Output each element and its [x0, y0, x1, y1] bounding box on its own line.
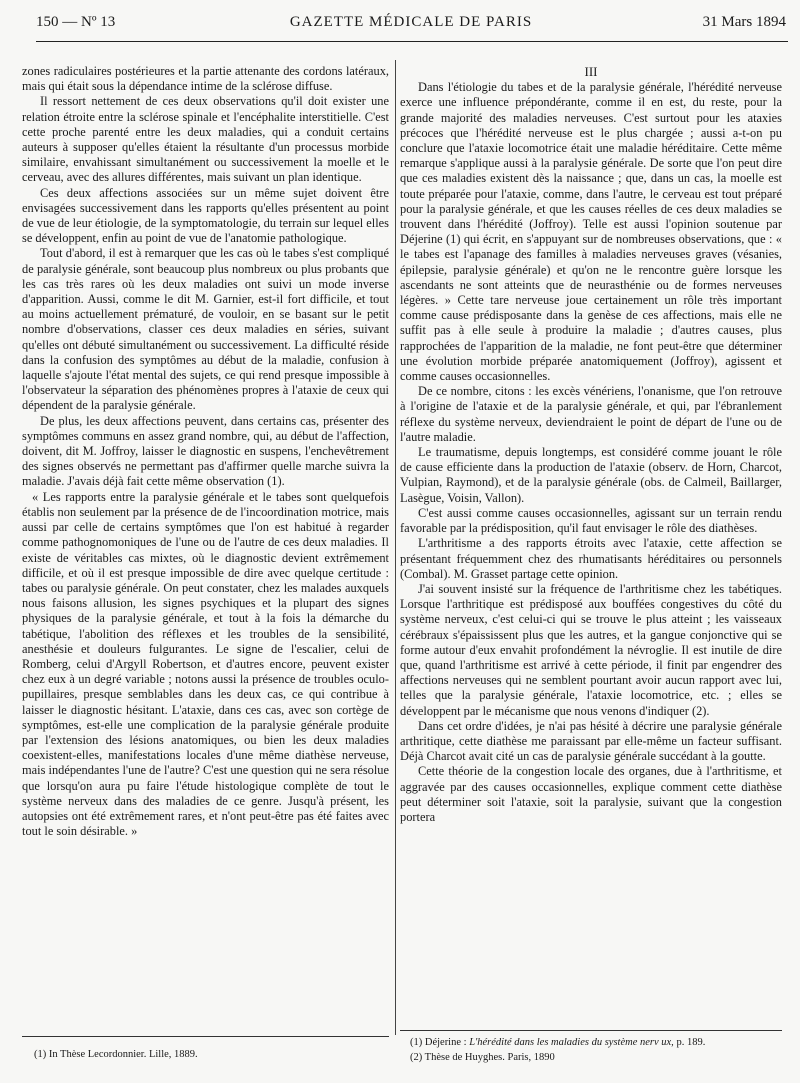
footnote-reference: L'hérédité dans les maladies du système nerv ux,	[469, 1037, 674, 1048]
page-header	[36, 14, 786, 36]
paragraph: Ces deux affections associées sur un même sujet doivent être envisagées successivement dans les rapports qu'elles présentent au point de vue de leur étiologie, de la symptomatologie, du terrain sur lequel elles se développent, enfin au point de vue de l'anatomie pathologique.	[22, 185, 389, 246]
footnote-left: (1) In Thèse Lecordonnier. Lille, 1889.	[34, 1049, 198, 1060]
header-rule	[36, 41, 788, 42]
paragraph: C'est aussi comme causes occasionnelles, agissant sur un terrain rendu favorable par la prédisposition, qu'il faut envisager le rôle des diathèses.	[400, 505, 782, 536]
left-column	[22, 64, 389, 839]
footnote-right-1	[410, 1035, 790, 1050]
paragraph: Dans l'étiologie du tabes et de la paralysie générale, l'hérédité nerveuse exerce une influence prépondérante, comme il en est, du reste, pour la grande majorité des maladies nerveuses. C'est surtout pour les ataxies précoces que l'hérédité nerveuse est le plus chargée ; aussi a-t-on pu conclure que l'ataxie locomotrice était une maladie héréditaire. Cette même remarque s'applique aussi à la paralysie générale. De sorte que l'on peut dire que ces maladies existent dès la naissance ; que, dans un cas, la moelle est toute préparée pour l'ataxie, comme, dans l'autre, le cerveau est tout préparé pour la paralysie générale, et que les causes réelles de ces deux maladies se trouvent dans l'hérédité (Joffroy). Telle est aussi l'opinion soutenue par Déjerine (1) qui écrit, en s'appuyant sur de nombreuses observations, que : « le tabes est l'apanage des familles à maladies nerveuses graves (vésanies, épilepsie, paralysie générale) et qu'on ne le rencontre guère lorsque les ascendants ne sont atteints que de neurasthénie ou de formes nerveuses légères. » Cette tare nerveuse joue certainement un rôle très important comme cause prédisposante dans la genèse de ces affections, mais elle ne suffit pas à elle seule à produire la maladie ; d'autres causes, plus rapprochées de l'apparition de la maladie, ne font peut-être que déterminer une évolution morbide préparée anatomiquement (Joffroy), agissent et comme causes occasionnelles.	[400, 80, 782, 384]
column-divider	[395, 60, 396, 1035]
footnote-suffix: p. 189.	[673, 1037, 706, 1048]
footnote-rule	[22, 1036, 389, 1037]
paragraph: zones radiculaires postérieures et la partie attenante des cordons latéraux, mais qui était sous la dépendance intime de la sclérose diffuse.	[22, 64, 389, 94]
issue-date: 31 Mars 1894	[702, 14, 786, 30]
paragraph: Cette théorie de la congestion locale des organes, due à l'arthritisme, et aggravée par des causes occasionnelles, explique comment cette diathèse peut déterminer soit l'ataxie, soit la paralysie, suivant que la congestion portera	[400, 764, 782, 824]
page-number: 150 — Nº 13	[36, 14, 116, 30]
paragraph: De plus, les deux affections peuvent, dans certains cas, présenter des symptômes communs en assez grand nombre, qui, au début de l'affection, doivent, dit M. Joffroy, laisser le diagnostic en suspens, l'enchevêtrement des signes observés ne permettant pas d'affirmer quelle marche suivra la maladie. J'avais déjà fait cette même observation (1).	[22, 413, 389, 489]
footnote-rule	[400, 1030, 782, 1031]
footnote-right-2: (2) Thèse de Huyghes. Paris, 1890	[410, 1052, 555, 1063]
journal-title: GAZETTE MÉDICALE DE PARIS	[289, 14, 533, 30]
right-column	[400, 64, 782, 825]
paragraph: L'arthritisme a des rapports étroits avec l'ataxie, cette affection se présentant fréquemment chez des rhumatisants héréditaires ou personnels (Combal). M. Grasset partage cette opinion.	[400, 536, 782, 581]
paragraph: De ce nombre, citons : les excès vénériens, l'onanisme, que l'on retrouve à l'origine de l'ataxie et de la paralysie générale, et qui, par l'ébranlement réflexe du système nerveux, deviendraient le point de départ de l'une ou de l'autre maladie.	[400, 384, 782, 444]
paragraph: Il ressort nettement de ces deux observations qu'il doit exister une relation étroite entre la sclérose spinale et l'encéphalite interstitielle. C'est cette proche parenté entre les deux maladies, qui a conduit certains auteurs à supposer qu'elles étaient la résultante d'un processus morbide similaire, envahissant simultanément ou successivement la moelle et le cerveau, avec des allures différentes, mais suivant un plan identique.	[22, 94, 389, 185]
paragraph: Le traumatisme, depuis longtemps, est considéré comme jouant le rôle de cause efficiente dans la production de l'ataxie (observ. de Horn, Charcot, Vulpian, Raymond), et de la paralysie générale (obs. de Calmeil, Baillarger, Lasègue, Voisin, Vallon).	[400, 445, 782, 505]
paragraph: Dans cet ordre d'idées, je n'ai pas hésité à décrire une paralysie générale arthritique, cette diathèse me paraissant par elle-même un facteur suffisant. Déjà Charcot avait cité un cas de paralysie générale succédant à la goutte.	[400, 718, 782, 764]
paragraph: J'ai souvent insisté sur la fréquence de l'arthritisme chez les tabétiques. Lorsque l'arthritique est prédisposé aux bouffées congestives du côté du système nerveux, c'est celui-ci qui se trouve le plus atteint ; les vaisseaux cérébraux s'épaississent plus que les autres, et la gangue conjonctive qui se forme autour d'eux envahit profondément la névroglie. Il est inutile de dire que, quand l'arthritisme est arrivé à cette période, il finit par engendrer des affections nerveuses qui ne semblent pourtant avoir aucun rapport avec lui, telles que la paralysie générale, l'ataxie locomotrice, etc. ; elles se développent par le mécanisme que nous venons d'indiquer (2).	[400, 581, 782, 718]
section-title: III	[584, 64, 598, 79]
footnote-prefix: (1) Déjerine :	[410, 1037, 470, 1048]
quoted-paragraph: « Les rapports entre la paralysie générale et le tabes sont quelquefois établis non seulement par la présence de de l'incoordination motrice, mais aussi par celle de certains symptômes que l'on est habitué à regarder comme pathognomoniques de l'une ou de l'autre de ces deux maladies. Il existe de véritables cas mixtes, où le diagnostic devient extrêmement difficile, et où il est presque impossible de dire avec quelque certitude : tabes ou paralysie générale. On peut constater, chez les malades auxquels nous faisons allusion, les signes psychiques et la plupart des signes physiques de la paralysie générale, et tout à la fois la démarche du tabétique, l'abolition des réflexes et les troubles de la sensibilité, anesthésie et douleurs fulgurantes. Le signe de l'escalier, celui de Romberg, celui d'Argyll Robertson, et d'autres encore, peuvent exister chez eux à un degré variable ; notons aussi la présence de troubles oculo-pupillaires, presque semblables dans les deux cas, ce qui contribue à laisser le diagnostic hésitant. L'ataxie, dans ces cas, avec son cortège de symptômes, est-elle une complication de la paralysie générale produite par l'extension des lésions anatomiques, ou bien les deux maladies coexistent-elles, manifestations locales d'une même diathèse nerveuse, mais indépendantes l'une de l'autre? C'est une question qui ne sera résolue que lorsqu'on aura pu faire l'étude histologique complète de tout le système nerveux dans des maladies de ce genre. Jusqu'à présent, les autopsies ont été extrêmement rares, et n'ont peut-être pas été faites avec tout le soin désirable. »	[22, 489, 389, 839]
paragraph: Tout d'abord, il est à remarquer que les cas où le tabes s'est compliqué de paralysie générale, sont beaucoup plus nombreux ou plus probants que les cas très rares où les deux maladies ont suivi un mode inverse d'apparition. Aussi, comme le dit M. Garnier, est-il fort difficile, et tout au moins actuellement prématuré, de vouloir, en se basant sur le petit nombre d'observations, classer ces deux maladies en séries, suivant qu'elles ont débuté simultanément ou successivement. La difficulté réside dans la confusion des symptômes au début de la maladie, confusion à laquelle s'ajoute l'état mental des sujets, ce qui rend presque impossible à l'observateur la séparation des phénomènes propres à l'ataxie de ceux qui dépendent de la paralysie générale.	[22, 246, 389, 413]
